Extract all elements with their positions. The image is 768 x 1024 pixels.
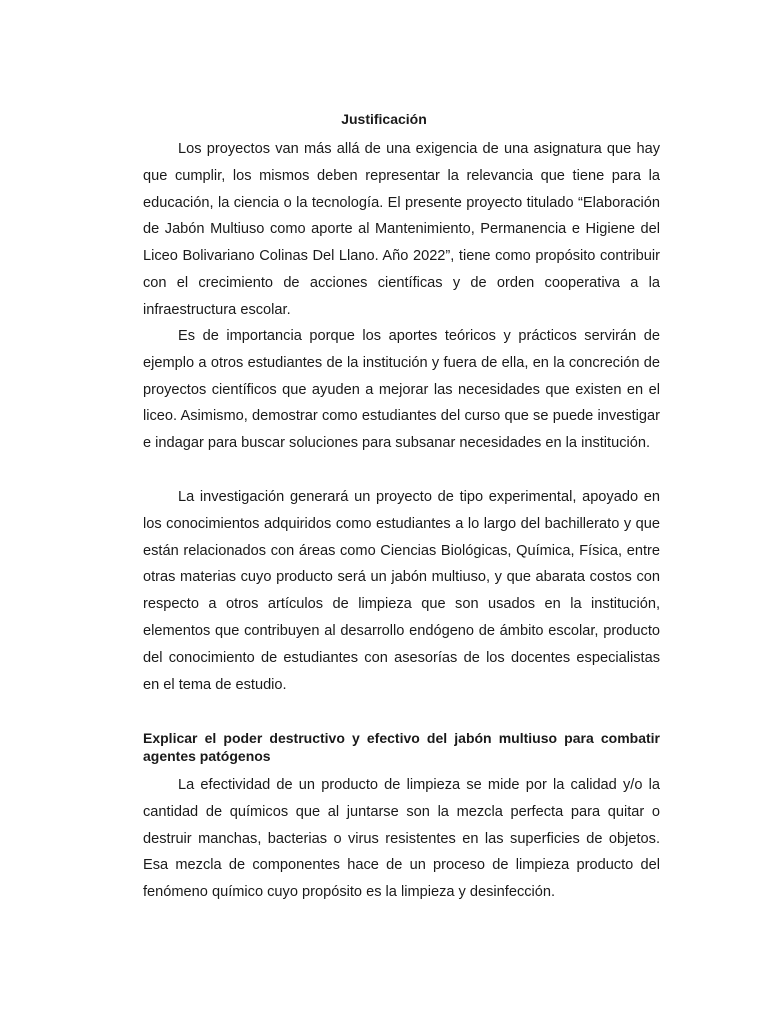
paragraph-3: La investigación generará un proyecto de tipo experimental, apoyado en los conocimientos adquiridos como estudiantes a lo largo del bachillerato y que están relacionados con áreas como Ciencias Biológicas, Química, Física, entre otras materias cuyo producto será un jabón multiuso, y que abarata costos con respecto a otros artículos de limpieza que son usados en la institución, elementos que contribuyen al desarrollo endógeno de ámbito escolar, producto del conocimiento de estudiantes con asesorías de los docentes especialistas en el tema de estudio. [143, 489, 660, 693]
section-heading: Explicar el poder destructivo y efectivo del jabón multiuso para combatir agentes patógenos [143, 730, 660, 764]
paragraph-2: Es de importancia porque los aportes teóricos y prácticos servirán de ejemplo a otros estudiantes de la institución y fuera de ella, en la concreción de proyectos científicos que ayuden a mejorar las necesidades que existen en el liceo. Asimismo, demostrar como estudiantes del curso que se puede investigar e indagar para buscar soluciones para subsanar necesidades en la institución. [143, 328, 660, 452]
paragraph-1: Los proyectos van más allá de una exigencia de una asignatura que hay que cumplir, los mismos deben representar la relevancia que tiene para la educación, la ciencia o la tecnología. El presente proyecto titulado “Elaboración de Jabón Multiuso como aporte al Mantenimiento, Permanencia e Higiene del Liceo Bolivariano Colinas Del Llano. Año 2022”, tiene como propósito contribuir con el crecimiento de acciones científicas y de orden cooperativa a la infraestructura escolar. [143, 141, 660, 318]
page-title: Justificación [341, 111, 427, 127]
section-paragraph: La efectividad de un producto de limpieza se mide por la calidad y/o la cantidad de químicos que al juntarse son la mezcla perfecta para quitar o destruir manchas, bacterias o virus resistentes en las superficies de objetos. Esa mezcla de componentes hace de un proceso de limpieza producto del fenómeno químico cuyo propósito es la limpieza y desinfección. [143, 777, 660, 901]
